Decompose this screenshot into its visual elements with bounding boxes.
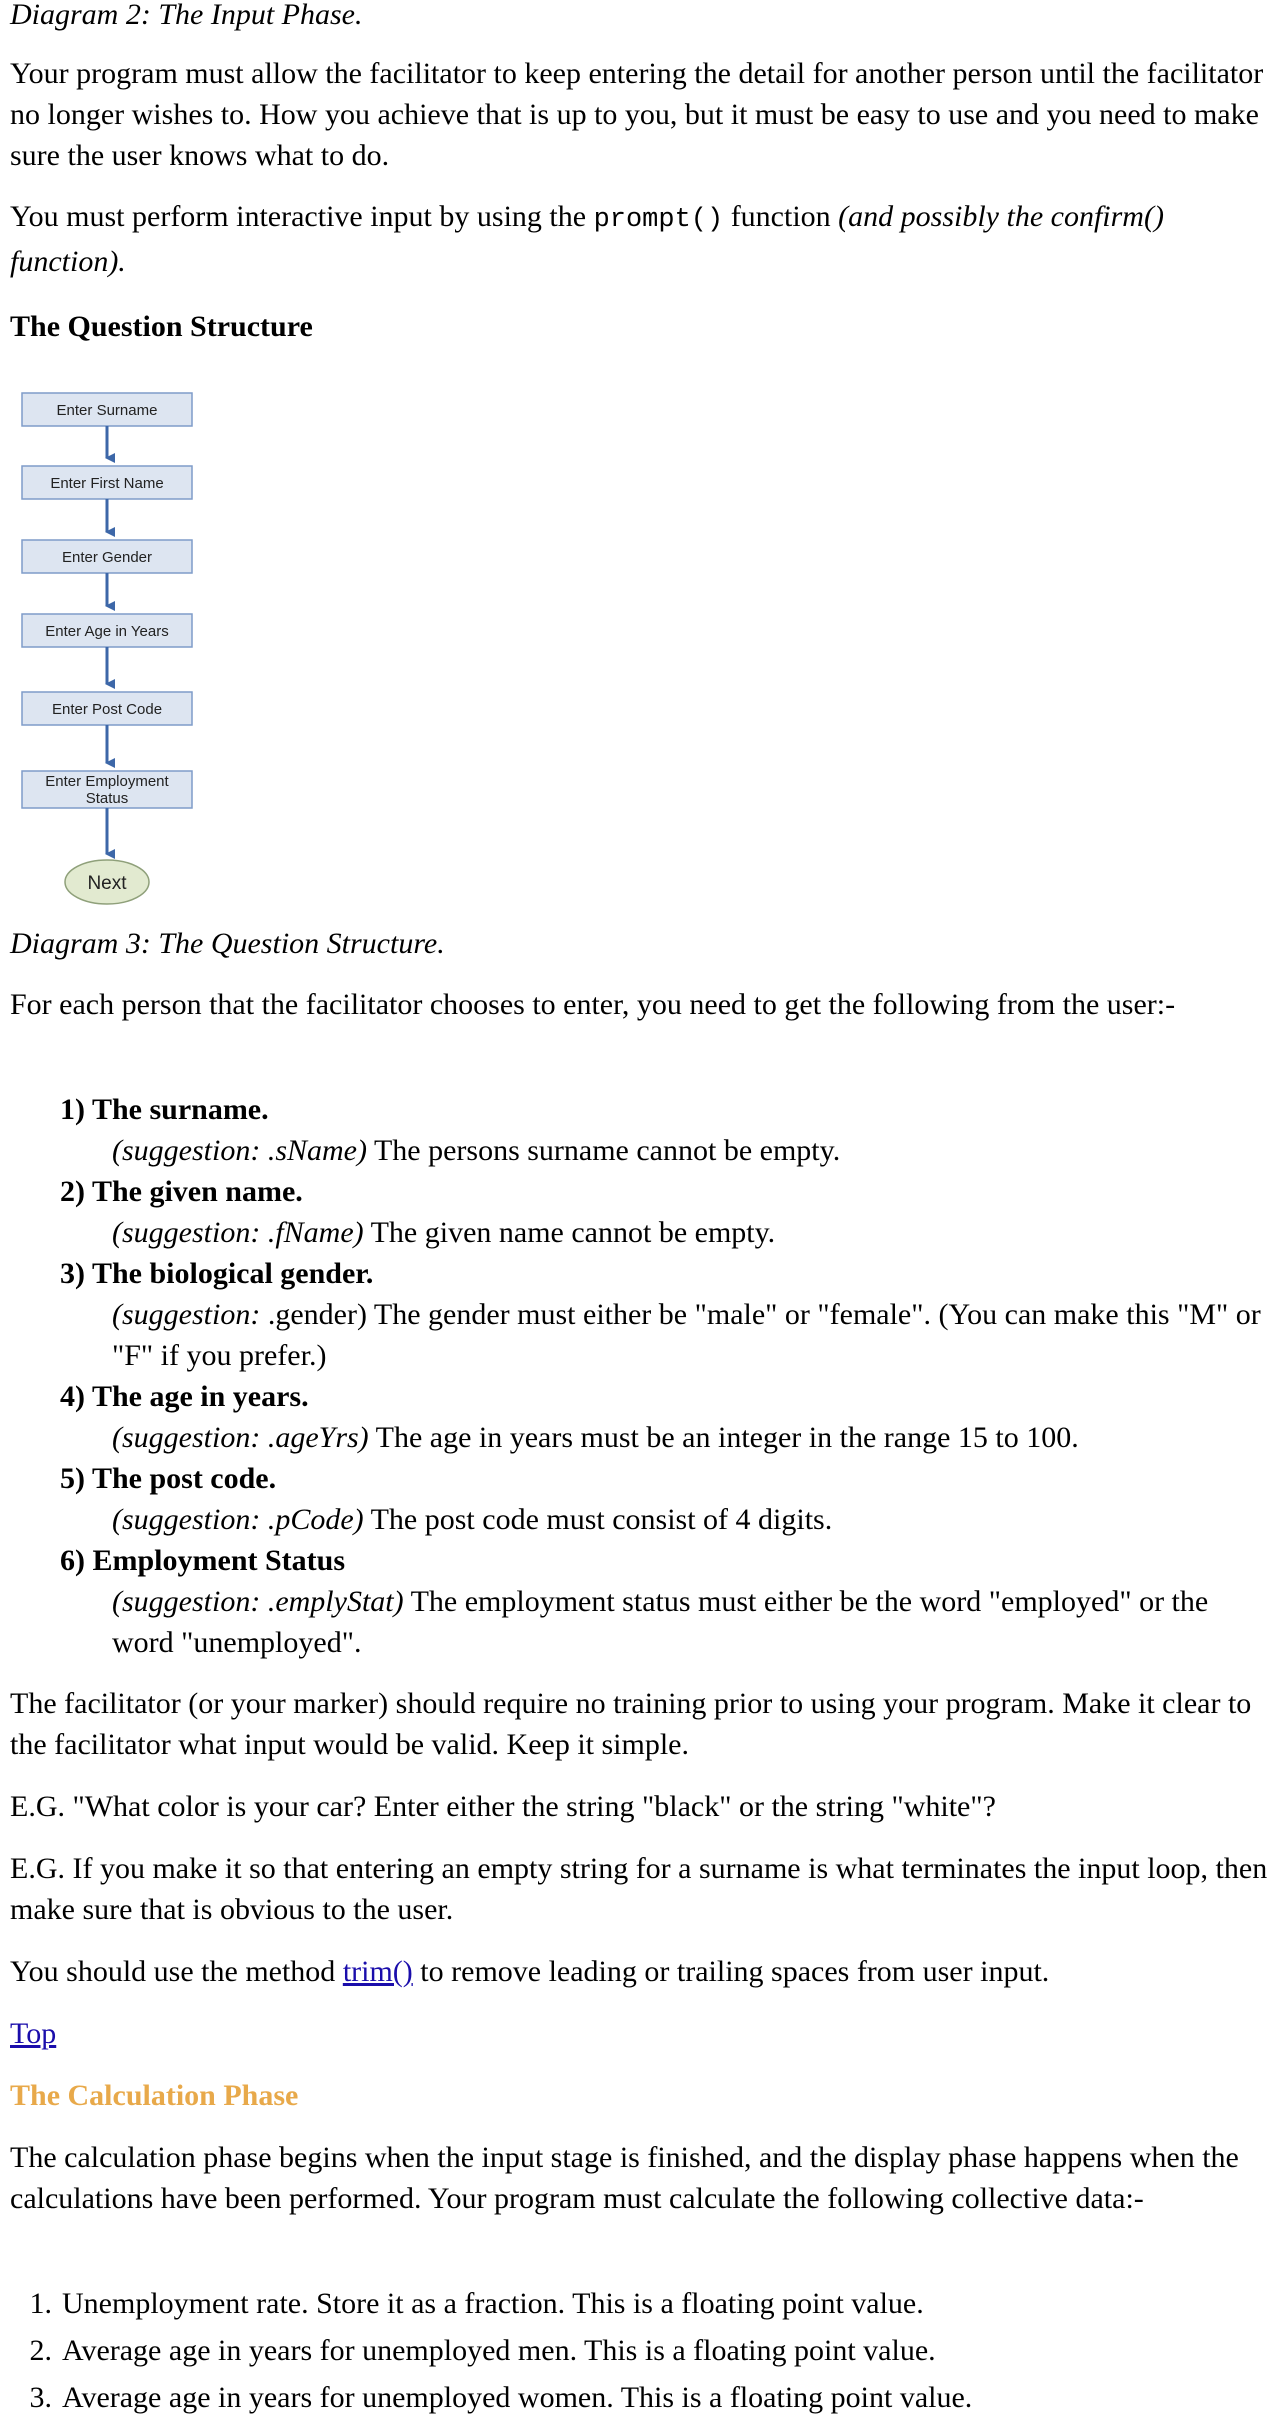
diagram-next-label: Next [87, 873, 127, 894]
diagram-label-surname: Enter Surname [56, 402, 158, 419]
question-description [60, 1130, 1275, 1171]
question-suggestion: (suggestion: .sName) [112, 1134, 367, 1167]
question-text: The persons surname cannot be empty. [366, 1134, 841, 1167]
question-text: The post code must consist of 4 digits. [363, 1503, 833, 1536]
trim-text-before: You should use the method [10, 1955, 343, 1988]
question-suggestion: (suggestion: .emplyStat) [112, 1585, 404, 1618]
question-item [60, 1253, 1275, 1376]
prompt-text-before: You must perform interactive input by using the [10, 200, 594, 233]
question-description [60, 1417, 1275, 1458]
trim-paragraph [10, 1951, 1275, 1992]
question-title: 5) The post code. [60, 1462, 277, 1495]
question-description [60, 1294, 1275, 1376]
question-item [60, 1540, 1275, 1663]
question-description [60, 1499, 1275, 1540]
prompt-code: prompt() [593, 205, 724, 235]
question-title: 4) The age in years. [60, 1380, 309, 1413]
diagram-label-employment-line2: Status [85, 790, 129, 807]
question-list [60, 1089, 1275, 1663]
question-title: 1) The surname. [60, 1093, 269, 1126]
question-item [60, 1458, 1275, 1540]
list-item-text: Unemployment rate. Store it as a fraction. This is a floating point value. [62, 2287, 924, 2320]
question-suggestion: (suggestion: .pCode) [112, 1503, 364, 1536]
calculation-paragraph: The calculation phase begins when the input stage is finished, and the display phase happens when the calculations have been performed. Your program must calculate the following collective data:- [10, 2141, 1239, 2215]
question-text: The given name cannot be empty. [363, 1216, 776, 1249]
question-suggestion: (suggestion: .fName) [112, 1216, 364, 1249]
question-title: 6) Employment Status [60, 1544, 346, 1577]
prompt-paragraph [10, 196, 1275, 282]
question-suggestion: (suggestion: [112, 1298, 261, 1331]
diagram-label-employment-line1: Enter Employment [45, 773, 169, 790]
diagram-label-post-code: Enter Post Code [51, 701, 163, 718]
question-description [60, 1581, 1275, 1663]
top-link[interactable]: Top [10, 2017, 57, 2050]
question-structure-diagram [10, 385, 210, 915]
facilitator-paragraph: The facilitator (or your marker) should require no training prior to using your program. Make it clear to the facilitator what input would be valid. Keep it simple. [10, 1687, 1252, 1761]
diagram-label-first-name: Enter First Name [50, 475, 164, 492]
list-item-number: 1. [29, 2287, 52, 2320]
question-title: 3) The biological gender. [60, 1257, 374, 1290]
prompt-text-middle: function [723, 200, 839, 233]
diagram-label-gender: Enter Gender [61, 549, 153, 566]
list-item-text: Average age in years for unemployed men. This is a floating point value. [62, 2334, 936, 2367]
trim-text-after: to remove leading or trailing spaces from user input. [412, 1955, 1050, 1988]
calculation-list [10, 2283, 1275, 2424]
list-item [10, 2330, 1275, 2377]
example-empty-string-paragraph: E.G. If you make it so that entering an empty string for a surname is what terminates the input loop, then make sure that is obvious to the user. [10, 1852, 1268, 1926]
list-item-text: Average age in years for unemployed women. This is a floating point value. [62, 2381, 973, 2414]
diagram-3-caption: Diagram 3: The Question Structure. [10, 927, 445, 960]
question-text: .gender) The gender must either be "male" or "female". (You can make this "M" or "F" if you prefer.) [112, 1298, 1261, 1372]
list-item [10, 2283, 1275, 2330]
question-title: 2) The given name. [60, 1175, 303, 1208]
question-item [60, 1089, 1275, 1171]
list-item-number: 2. [29, 2334, 52, 2367]
example-color-paragraph: E.G. "What color is your car? Enter either the string "black" or the string "white"? [10, 1790, 996, 1823]
question-structure-heading: The Question Structure [10, 310, 313, 343]
trim-link[interactable]: trim() [342, 1955, 413, 1988]
question-item [60, 1376, 1275, 1458]
prompt-text-italic: (and possibly the confirm() function). [10, 200, 1164, 278]
calculation-phase-heading: The Calculation Phase [10, 2079, 299, 2112]
repeat-entry-paragraph: Your program must allow the facilitator to keep entering the detail for another person until the facilitator no longer wishes to. How you achieve that is up to you, but it must be easy to use and you need to make sure the user knows what to do. [10, 57, 1264, 172]
question-item [60, 1171, 1275, 1253]
question-suggestion: (suggestion: .ageYrs) [112, 1421, 369, 1454]
question-text: The employment status must either be the word "employed" or the word "unemployed". [112, 1585, 1209, 1659]
list-item [10, 2377, 1275, 2424]
list-item-number: 3. [29, 2381, 52, 2414]
question-text: The age in years must be an integer in the range 15 to 100. [368, 1421, 1079, 1454]
question-description [60, 1212, 1275, 1253]
diagram-label-age: Enter Age in Years [45, 623, 169, 640]
diagram-2-caption: Diagram 2: The Input Phase. [10, 0, 363, 31]
each-person-paragraph: For each person that the facilitator chooses to enter, you need to get the following from the user:- [10, 988, 1176, 1021]
top-link-container [10, 2013, 56, 2054]
